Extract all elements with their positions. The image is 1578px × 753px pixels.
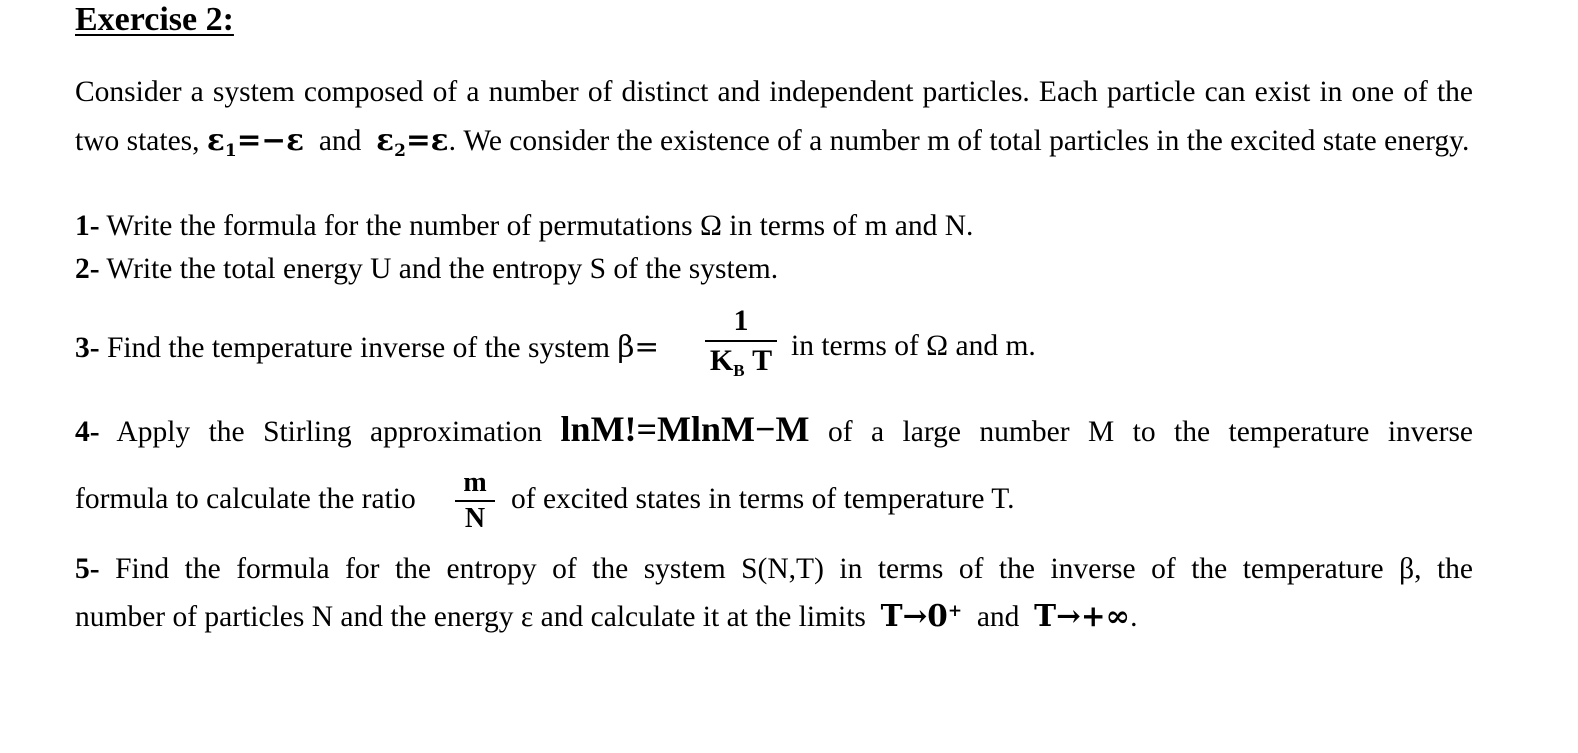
question-4-number: 4- — [75, 416, 100, 448]
question-2 — [75, 253, 778, 286]
intro-and: and — [318, 125, 362, 157]
question-5-and: and — [976, 601, 1020, 633]
question-1-text: Write the formula for the number of permutations Ω in terms of m and N. — [99, 210, 974, 242]
limit-zero: T→0+ — [880, 598, 963, 633]
ratio-fraction — [455, 468, 495, 534]
question-5-line-2 — [75, 598, 1138, 634]
ratio-fraction-numerator: m — [463, 467, 487, 498]
intro-text-1: Consider a system composed of a number of distinct and independent particles. Each particle can exist in one of the two states, — [75, 76, 1473, 157]
question-5-number: 5- — [75, 553, 100, 585]
question-4-line-2-b: of excited states in terms of temperature T. — [511, 483, 1015, 515]
epsilon-2-symbol: $\varepsilon_2=\varepsilon$ — [376, 122, 449, 161]
exercise-title: Exercise 2: — [75, 1, 234, 38]
question-5-text-b: number of particles N and the energy ε and calculate it at the limits — [75, 601, 866, 633]
beta-fraction-denominator: $K_B$ T — [709, 344, 773, 380]
fraction-bar — [455, 500, 495, 502]
question-4-text-a: Apply the Stirling approximation — [99, 416, 543, 448]
question-5-end: . — [1130, 601, 1138, 633]
question-3 — [75, 330, 659, 365]
question-2-number: 2- — [75, 253, 100, 285]
question-2-text: Write the total energy U and the entropy S of the system. — [99, 253, 779, 285]
ratio-fraction-denominator: N — [464, 503, 486, 534]
beta-fraction-numerator: 1 — [733, 304, 749, 337]
question-4-text-b: of a large number M to the temperature inverse — [827, 416, 1474, 448]
intro-text-2: . We consider the existence of a number m of total particles in the excited state energy. — [448, 125, 1470, 157]
question-4-line-2-a: formula to calculate the ratio — [75, 483, 416, 515]
question-3-after: in terms of Ω and m. — [791, 330, 1036, 362]
question-1-number: 1- — [75, 210, 100, 242]
question-3-number: 3- — [75, 332, 100, 364]
question-4-line-1 — [75, 408, 1473, 450]
question-1 — [75, 210, 973, 243]
beta-equals: β= — [617, 330, 660, 364]
epsilon-1-symbol: $\varepsilon_1=-\varepsilon$ — [206, 122, 305, 161]
limit-infinity: T→+∞ — [1034, 598, 1131, 633]
stirling-formula: lnM!=MlnM−M — [560, 409, 810, 449]
intro-paragraph — [75, 68, 1473, 175]
question-5-text-a: Find the formula for the entropy of the system S(N,T) in terms of the inverse of the temperature β, the — [99, 553, 1473, 585]
question-3-text: Find the temperature inverse of the system — [99, 332, 610, 364]
fraction-bar — [705, 340, 777, 342]
beta-fraction — [705, 304, 777, 388]
question-5-line-1 — [75, 553, 1473, 586]
